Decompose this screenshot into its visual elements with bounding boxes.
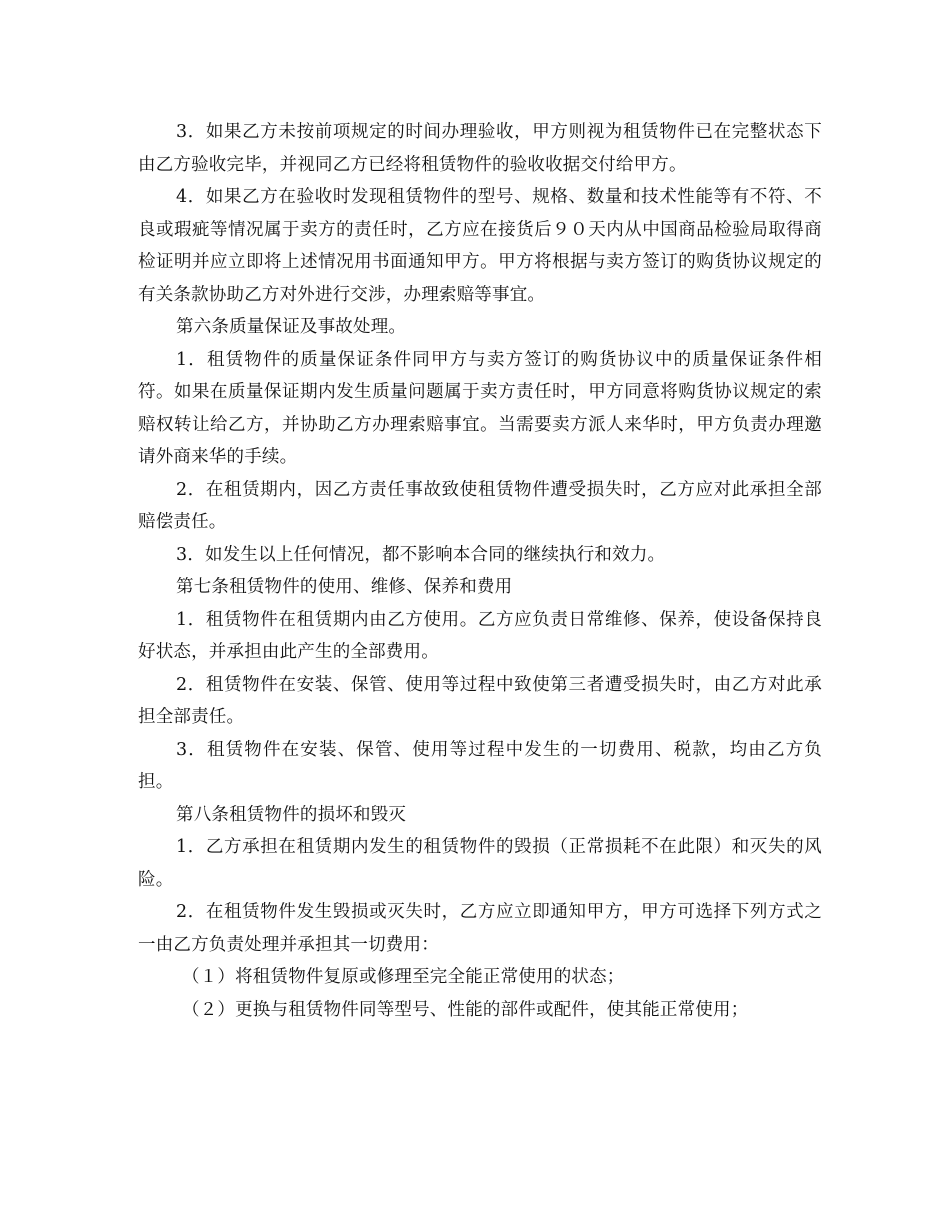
list-item-option-2: （２）更换与租赁物件同等型号、性能的部件或配件，使其能正常使用；: [182, 999, 749, 1020]
paragraph-clause-6-1: 1．租赁物件的质量保证条件同甲方与卖方签订的购货协议中的质量保证条件相符。如果在质量保证期内发生质量问题属于卖方责任时，甲方同意将购货协议规定的索赔权转让给乙方，并协助乙方办理索赔事宜。当需要卖方派人来华时，甲方负责办理邀请外商来华的手续。: [138, 349, 822, 467]
heading-article-7: 第七条租赁物件的使用、维修、保养和费用: [176, 577, 513, 597]
list-item-option-1: （１）将租赁物件复原或修理至完全能正常使用的状态；: [182, 967, 625, 987]
paragraph-clause-6-3: 3．如发生以上任何情况，都不影响本合同的继续执行和效力。: [176, 544, 666, 565]
paragraph-clause-8-2: 2．在租赁物件发生毁损或灭失时，乙方应立即通知甲方，甲方可选择下列方式之一由乙方负责处理并承担其一切费用：: [138, 902, 822, 955]
paragraph-clause-6-2: 2．在租赁期内，因乙方责任事故致使租赁物件遭受损失时，乙方应对此承担全部赔偿责任。: [138, 479, 822, 532]
heading-article-6: 第六条质量保证及事故处理。: [176, 317, 407, 337]
paragraph-clause-5-4: 4．如果乙方在验收时发现租赁物件的型号、规格、数量和技术性能等有不符、不良或瑕疵等情况属于卖方的责任时，乙方应在接货后９０天内从中国商品检验局取得商检证明并应立即将上述情况用书面通知甲方。甲方将根据与卖方签订的购货协议规定的有关条款协助乙方对外进行交涉，办理索赔等事宜。: [138, 187, 822, 305]
paragraph-clause-7-3: 3．租赁物件在安装、保管、使用等过程中发生的一切费用、税款，均由乙方负担。: [138, 739, 822, 792]
paragraph-clause-7-1: 1．租赁物件在租赁期内由乙方使用。乙方应负责日常维修、保养，使设备保持良好状态，并承担由此产生的全部费用。: [138, 609, 822, 662]
document-page: [138, 116, 822, 1026]
heading-article-8: 第八条租赁物件的损坏和毁灭: [176, 804, 407, 825]
paragraph-clause-8-1: 1．乙方承担在租赁期内发生的租赁物件的毁损（正常损耗不在此限）和灭失的风险。: [138, 837, 822, 890]
paragraph-clause-5-3: 3．如果乙方未按前项规定的时间办理验收，甲方则视为租赁物件已在完整状态下由乙方验收完毕，并视同乙方已经将租赁物件的验收收据交付给甲方。: [138, 122, 822, 175]
paragraph-clause-7-2: 2．租赁物件在安装、保管、使用等过程中致使第三者遭受损失时，由乙方对此承担全部责任。: [138, 674, 822, 727]
